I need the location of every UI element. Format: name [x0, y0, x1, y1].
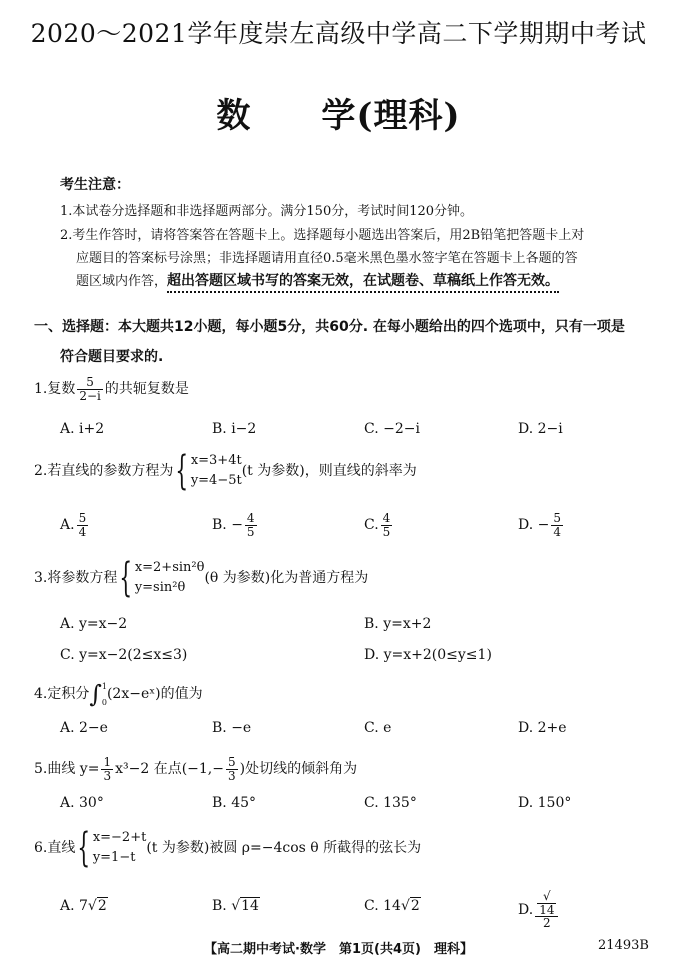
- q6-a-radicand: 2: [97, 898, 107, 914]
- notice-line-3: 应题目的答案标号涂黑；非选择题请用直径0.5毫米黑色墨水签字笔在答题卡上各题的答: [76, 251, 578, 266]
- q2-d-label: D. −: [518, 517, 550, 534]
- q2-d-den: 4: [553, 524, 561, 539]
- q1-num: 5: [77, 376, 103, 390]
- q2-option-c: [364, 512, 394, 538]
- exam-title: 2020～2021学年度崇左高级中学高二下学期期中考试: [30, 19, 647, 48]
- notice-line-4-emphasis: 超出答题区域书写的答案无效，在试题卷、草稿纸上作答无效。: [167, 273, 559, 293]
- q6-text-b: (t 为参数)被圆 ρ=−4cos θ 所截得的弦长为: [146, 840, 422, 856]
- q4-upper: 1: [101, 682, 107, 691]
- q2-system: [191, 451, 242, 491]
- q2-c-num: 4: [382, 511, 391, 525]
- section-1-line-2: 符合题目要求的.: [60, 349, 164, 365]
- q3-eq-1: x=2+sin²θ: [134, 560, 205, 575]
- q5-frac-1: [101, 756, 113, 782]
- q4-text-b: (2x−eˣ)的值为: [106, 686, 203, 702]
- q2-a-den: 4: [78, 524, 87, 539]
- notice-heading: 考生注意：: [60, 177, 130, 193]
- q2-option-b: [212, 512, 259, 538]
- q2-text-b: (t 为参数)，则直线的斜率为: [241, 463, 417, 479]
- q6-text-a: 6.直线: [34, 840, 76, 856]
- q3-brace: {: [119, 555, 133, 601]
- q3-option-b: B. y=x+2: [364, 616, 432, 632]
- q6-a-label: A. 7: [60, 898, 88, 914]
- q6-d-num: 14: [539, 902, 555, 917]
- q2-b-frac: [245, 512, 257, 538]
- q5-text-a: 5.曲线 y=: [34, 761, 100, 778]
- q6-option-b: B. √14: [212, 898, 259, 914]
- q2-option-a: [60, 512, 90, 538]
- q4-text-a: 4.定积分: [34, 686, 90, 702]
- q2-brace: {: [175, 448, 189, 494]
- q6-d-den: 2: [543, 916, 551, 931]
- q2-a-frac: [77, 512, 89, 538]
- q5-den-2: 3: [227, 768, 236, 783]
- q1-fraction: [77, 376, 103, 402]
- q3-option-d: D. y=x+2(0≤y≤1): [364, 647, 492, 663]
- q5-num-1: 1: [103, 755, 112, 769]
- q6-option-d: [518, 890, 560, 930]
- question-2: [34, 448, 417, 494]
- notice-line-4: [76, 270, 559, 290]
- q2-a-num: 5: [78, 511, 87, 525]
- paper-code: 21493B: [598, 938, 649, 953]
- q6-d-label: D.: [518, 901, 534, 918]
- q2-eq-2: y=4−5t: [190, 473, 242, 488]
- q2-b-num: 4: [246, 511, 255, 525]
- q6-c-label: C. 14: [364, 898, 401, 914]
- notice-line-4-plain: 题区域内作答，: [76, 274, 168, 289]
- subject-title: 数 学(理科): [216, 96, 461, 136]
- question-5: [34, 756, 357, 782]
- q5-text-c: )处切线的倾斜角为: [239, 761, 358, 778]
- q6-eq-2: y=1−t: [92, 850, 136, 865]
- q2-b-label: B. −: [212, 517, 243, 534]
- q3-text-b: (θ 为参数)化为普通方程为: [204, 570, 369, 586]
- q1-option-b: B. i−2: [212, 421, 257, 437]
- q6-brace: {: [77, 825, 91, 871]
- notice-line-2: 2.考生作答时，请将答案答在答题卡上。选择题每小题选出答案后，用2B铅笔把答题卡上对: [60, 228, 585, 243]
- q2-b-den: 5: [246, 524, 255, 539]
- q2-c-den: 5: [382, 524, 391, 539]
- question-3: [34, 555, 369, 601]
- notice-line-1: 1.本试卷分选择题和非选择题两部分。满分150分，考试时间120分钟。: [60, 204, 474, 219]
- q4-option-c: C. e: [364, 720, 392, 736]
- q6-system: [93, 828, 147, 868]
- question-6: [34, 825, 422, 871]
- q1-option-c: C. −2−i: [364, 421, 420, 437]
- q1-option-d: D. 2−i: [518, 421, 563, 437]
- q6-eq-1: x=−2+t: [92, 830, 147, 845]
- q3-option-a: A. y=x−2: [60, 616, 128, 632]
- q2-d-num: 5: [553, 511, 561, 525]
- question-1: [34, 376, 189, 402]
- q6-d-num-wrap: √ 14: [535, 890, 558, 917]
- q2-option-d: [518, 512, 565, 538]
- section-1-line-1: 一、选择题：本大题共12小题，每小题5分，共60分. 在每小题给出的四个选项中，只有一项是: [34, 319, 625, 335]
- q1-text-a: 1.复数: [34, 381, 76, 398]
- q5-frac-2: [226, 756, 238, 782]
- q1-den: 2−i: [79, 388, 101, 403]
- q6-b-radicand: 14: [241, 898, 259, 914]
- q1-text-b: 的共轭复数是: [104, 381, 189, 398]
- q3-system: [135, 558, 205, 598]
- q4-option-d: D. 2+e: [518, 720, 567, 736]
- q5-option-c: C. 135°: [364, 795, 417, 811]
- q5-option-b: B. 45°: [212, 795, 257, 811]
- q2-eq-1: x=3+4t: [190, 453, 242, 468]
- q5-option-a: A. 30°: [60, 795, 104, 811]
- q2-c-frac: [381, 512, 393, 538]
- q2-c-label: C.: [364, 517, 379, 534]
- q6-c-radicand: 2: [410, 898, 420, 914]
- page-footer: 【高二期中考试·数学 第1页(共4页) 理科】: [204, 942, 473, 957]
- q5-text-b: x³−2 在点(−1,−: [115, 761, 224, 778]
- q4-lower: 0: [101, 698, 107, 707]
- q4-option-b: B. −e: [212, 720, 252, 736]
- q3-eq-2: y=sin²θ: [134, 580, 186, 595]
- q4-option-a: A. 2−e: [60, 720, 108, 736]
- q5-den-1: 3: [103, 768, 112, 783]
- question-4: [34, 678, 203, 710]
- q2-text-a: 2.若直线的参数方程为: [34, 463, 174, 479]
- q1-option-a: A. i+2: [60, 421, 105, 437]
- q2-a-label: A.: [60, 517, 75, 534]
- q6-d-frac: [535, 890, 558, 930]
- q2-d-frac: [551, 512, 563, 538]
- q6-option-a: A. 7√2: [60, 898, 107, 914]
- q6-b-label: B.: [212, 898, 232, 914]
- q3-text-a: 3.将参数方程: [34, 570, 118, 586]
- q6-option-c: C. 14√2: [364, 898, 420, 914]
- q5-option-d: D. 150°: [518, 795, 572, 811]
- q5-num-2: 5: [227, 755, 236, 769]
- integral-sign: ∫: [89, 680, 102, 708]
- q3-option-c: C. y=x−2(2≤x≤3): [60, 647, 188, 663]
